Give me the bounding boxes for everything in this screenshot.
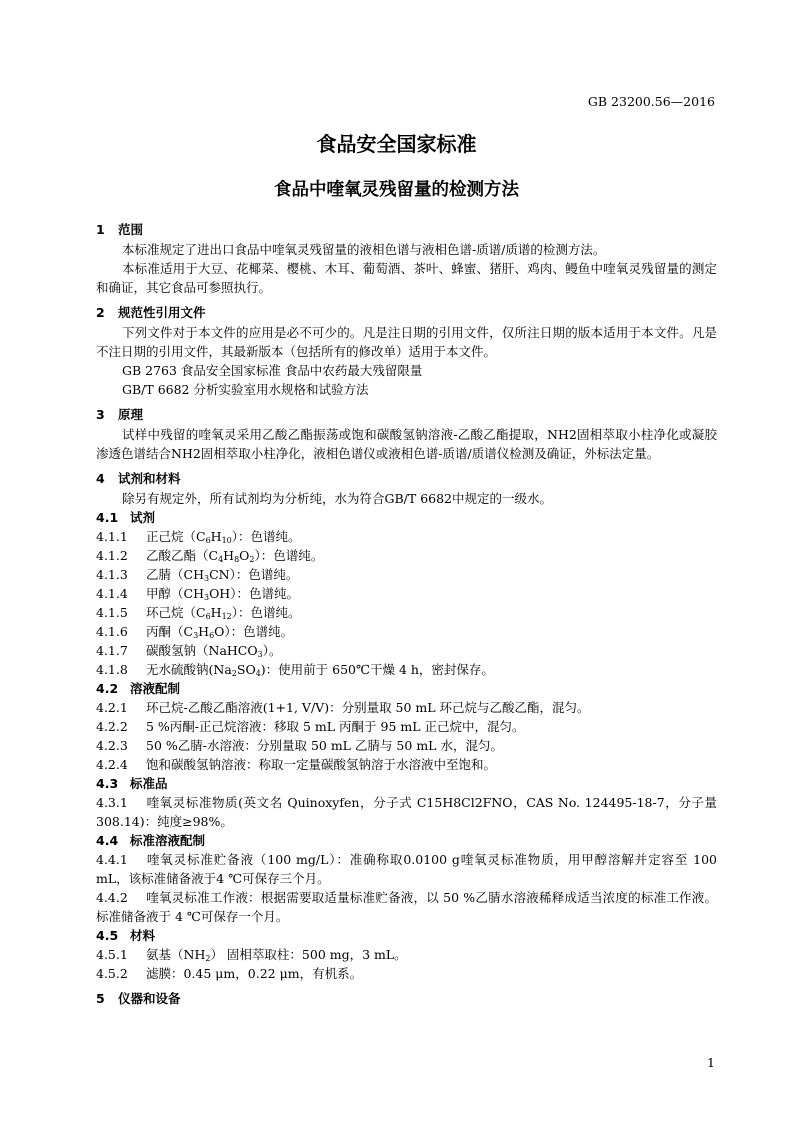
document-subtitle: 食品中喹氧灵残留量的检测方法 [274,180,519,200]
list-item: 4.5.1 氨基$(NH_2)$ 固相萃取柱：500 mg，3 mL。 [96,947,407,963]
list-item: 4.1.5 环己烷$(C_6H_{12})$：色谱纯。 [96,605,301,621]
paragraph: 本标准适用于大豆、花椰菜、樱桃、木耳、葡萄酒、茶叶、蜂蜜、猪肝、鸡肉、鳗鱼中喹氧灵残留量的测定和确证，其它食品可参照执行。 [96,261,717,295]
list-item: 4.1.3 乙腈$(CH_3CN)$：色谱纯。 [96,567,299,583]
section-heading-4: 4 试剂和材料 [96,471,181,486]
subsection-heading-4-4: 4.4 标准溶液配制 [96,833,206,848]
section-heading-5: 5 仪器和设备 [96,991,181,1006]
subsection-heading-4-5: 4.5 材料 [96,928,156,943]
paragraph: 下列文件对于本文件的应用是必不可少的。凡是注日期的引用文件，仅所注日期的版本适用于本文件。凡是不注日期的引用文件，其最新版本（包括所有的修改单）适用于本文件。 [96,325,717,359]
list-item: 4.2.3 50 %乙腈-水溶液：分别量取 50 mL 乙腈与 50 mL 水，混匀。 [96,738,503,753]
list-item: 4.1.8 无水硫酸钠$(Na_2SO_4)$：使用前于 650℃干燥 4 h，密封保存。 [96,662,494,678]
subsection-heading-4-1: 4.1 试剂 [96,510,156,525]
list-item: 4.2.1 环己烷-乙酸乙酯溶液(1+1, V/V)：分别量取 50 mL 环己烷与乙酸乙酯，混匀。 [96,700,590,715]
page-number: 1 [707,1055,715,1070]
list-item: 4.1.7 碳酸氢钠（NaHCO$_3$）。 [96,643,282,659]
standard-code: GB 23200.56—2016 [587,94,715,109]
section-heading-1: 1 范围 [96,222,144,237]
list-item: 4.1.6 丙酮$(C_3H_6O)$：色谱纯。 [96,624,294,640]
list-item: 4.4.1 喹氧灵标准贮备液（100 mg/L）：准确称取0.0100 g喹氧灵标准物质，用甲醇溶解并定容至 100 mL，该标准储备液于4 ℃可保存三个月。 [96,852,717,886]
subsection-heading-4-3: 4.3 标准品 [96,776,168,791]
list-item: 4.2.2 5 %丙酮-正己烷溶液：移取 5 mL 丙酮于 95 mL 正己烷中，混匀。 [96,719,525,734]
list-item: 4.1.4 甲醇$(CH_3OH)$：色谱纯。 [96,586,299,602]
list-item: 4.1.2 乙酸乙酯$(C_4H_8O_2)$：色谱纯。 [96,548,324,564]
paragraph: 除另有规定外，所有试剂均为分析纯，水为符合GB/T 6682中规定的一级水。 [122,491,553,506]
list-item: 4.3.1 喹氧灵标准物质(英文名 Quinoxyfen，分子式 C15H8Cl2FNO，CAS No. 124495-18-7，分子量 308.14)：纯度≥98%。 [96,795,717,829]
section-heading-2: 2 规范性引用文件 [96,305,206,320]
reference-item: GB 2763 食品安全国家标准 食品中农药最大残留限量 [122,363,423,378]
reference-item: GB/T 6682 分析实验室用水规格和试验方法 [122,382,369,397]
paragraph: 本标准规定了进出口食品中喹氧灵残留量的液相色谱与液相色谱-质谱/质谱的检测方法。 [122,242,606,257]
document-body [96,218,717,1009]
paragraph: 试样中残留的喹氧灵采用乙酸乙酯振荡或饱和碳酸氢钠溶液-乙酸乙酯提取，NH2固相萃取小柱净化或凝胶渗透色谱结合NH2固相萃取小柱净化，液相色谱仪或液相色谱-质谱/质谱仪检测及确证，外标法定量。 [96,427,717,461]
list-item: 4.5.2 滤膜：0.45 μm，0.22 μm，有机系。 [96,966,363,981]
list-item: 4.1.1 正己烷$(C_6H_{10})$：色谱纯。 [96,529,301,545]
page-title: 食品安全国家标准 [316,132,477,156]
subsection-heading-4-2: 4.2 溶液配制 [96,681,181,696]
section-heading-3: 3 原理 [96,407,144,422]
list-item: 4.4.2 喹氧灵标准工作液：根据需要取适量标准贮备液，以 50 %乙腈水溶液稀释成适当浓度的标准工作液。标准储备液于 4 ℃可保存一个月。 [96,890,717,924]
list-item: 4.2.4 饱和碳酸氢钠溶液：称取一定量碳酸氢钠溶于水溶液中至饱和。 [96,757,497,772]
